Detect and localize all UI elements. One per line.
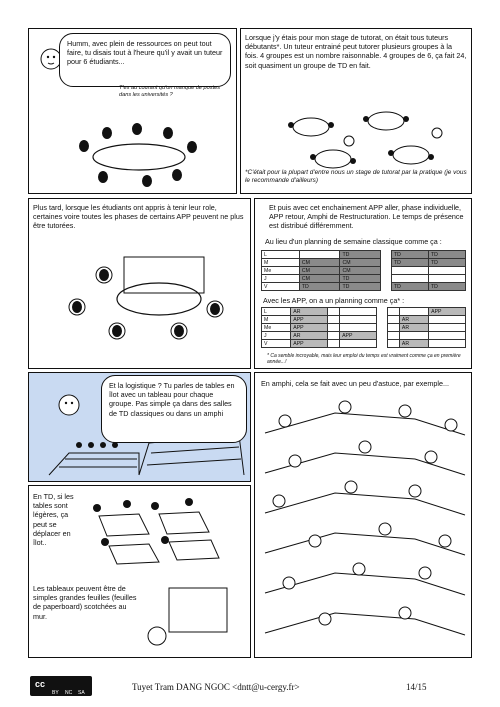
page-number: 14/15 <box>406 682 427 692</box>
schedule-cell: AR <box>399 316 428 324</box>
schedule-cell: APP <box>291 324 328 332</box>
day-label: M <box>262 316 291 324</box>
day-label: Me <box>262 267 300 275</box>
panel-untutored-phases <box>28 198 251 369</box>
day-label: Me <box>262 324 291 332</box>
schedule-cell: APP <box>291 340 328 348</box>
schedule-cell: TD <box>392 251 429 259</box>
panel-tutor-ratio <box>28 28 237 194</box>
td-room-drawing <box>29 486 251 658</box>
schedule-cell: AR <box>291 332 328 340</box>
panel-amphitheatre <box>254 372 472 658</box>
schedule-cell: TD <box>428 283 465 291</box>
untutored-text: Plus tard, lorsque les étudiants ont appris à tenir leur role, certaines voire toutes les phases de certains APP peuvent ne plus être tutorées. <box>33 203 244 231</box>
panel-td-rooms <box>28 485 251 658</box>
schedule-cell: TD <box>340 275 381 283</box>
classic-schedule-table <box>261 250 466 291</box>
schedule-cell: CM <box>299 267 340 275</box>
schedule-cell: AR <box>399 340 428 348</box>
app-schedule-table <box>261 307 466 348</box>
day-label: L <box>262 308 291 316</box>
cc-logo: cc <box>35 679 46 689</box>
schedule-cell: CM <box>299 259 340 267</box>
schedule-cell: APP <box>291 316 328 324</box>
boards-text: Les tableaux peuvent être de simples grandes feuilles (feuilles de paperboard) scotchées au mur. <box>33 584 137 621</box>
panel-tutoring-internship <box>240 28 472 194</box>
day-label: L <box>262 251 300 259</box>
schedule-cell: AR <box>399 324 428 332</box>
schedule-footnote: * Ca semble incroyable, mais leur emploi du temps est vraiment comme ça en première année...! <box>267 353 461 365</box>
license-by: BY <box>52 690 59 696</box>
students-table-drawing <box>29 199 251 369</box>
license-sa: SA <box>78 690 85 696</box>
schedule-cell: CM <box>340 259 381 267</box>
schedule-cell: TD <box>299 283 340 291</box>
schedule-cell: TD <box>428 251 465 259</box>
bubble-text: Humm, avec plein de ressources on peut tout faire, tu disais tout à l'heure qu'il y avait un tuteur pour 6 étudiants... <box>67 39 223 67</box>
internship-text: Lorsque j'y étais pour mon stage de tutorat, on était tous tuteurs débutants*. Un tuteur entrainé peut tutorer plusieurs groupes à la fois. 4 groupes est un nombre raisonnable. 4 groupes de 6, ça fait 24, soit quasiment un groupe de TD en fait. <box>245 33 467 70</box>
day-label: J <box>262 275 300 283</box>
schedule-cell: TD <box>428 259 465 267</box>
schedule-cell: AR <box>291 308 328 316</box>
schedule-cell: TD <box>392 259 429 267</box>
panel-logistics <box>28 372 251 482</box>
td-text: En TD, si les tables sont légères, ça peut se déplacer en îlot.. <box>33 492 74 548</box>
day-label: V <box>262 340 291 348</box>
schedule-cell: CM <box>299 275 340 283</box>
day-label: J <box>262 332 291 340</box>
internship-footnote: *C'était pour la plupart d'entre nous un stage de tutorat par la pratique (je vous le recommande d'ailleurs) <box>245 169 467 184</box>
schedule-intro: Et puis avec cet enchainement APP aller, phase individuelle, APP retour, Amphi de Restructuration. Le temps de présence est distribué différemment. <box>269 203 464 231</box>
author-footer: Tuyet Tram DANG NGOC <dntt@u-cergy.fr> <box>132 682 300 692</box>
panel-schedule <box>254 198 472 369</box>
logistics-text: Et la logistique ? Tu parles de tables en îlot avec un tableau pour chaque groupe. Pas simple ça dans des salles de TD classiques ou dans un amphi <box>109 381 235 418</box>
schedule-cell: TD <box>340 283 381 291</box>
amphi-text: En amphi, cela se fait avec un peu d'astuce, par exemple... <box>261 379 449 388</box>
classic-caption: Au lieu d'un planning de semaine classique comme ça : <box>265 237 442 246</box>
day-label: V <box>262 283 300 291</box>
speech-bubble <box>59 33 231 87</box>
schedule-cell: APP <box>340 332 377 340</box>
amphi-groups-drawing <box>255 373 472 658</box>
schedule-cell: TD <box>340 251 381 259</box>
license-nc: NC <box>65 690 73 696</box>
schedule-cell: APP <box>429 308 466 316</box>
schedule-cell: TD <box>392 283 429 291</box>
logistics-bubble <box>101 375 247 443</box>
creative-commons-badge <box>30 676 92 696</box>
day-label: M <box>262 259 300 267</box>
aside-text: T'es au courant qu'on manque de postes dans les universités ? <box>119 85 221 98</box>
app-caption: Avec les APP, on a un planning comme ça* : <box>263 296 405 305</box>
schedule-cell: CM <box>340 267 381 275</box>
